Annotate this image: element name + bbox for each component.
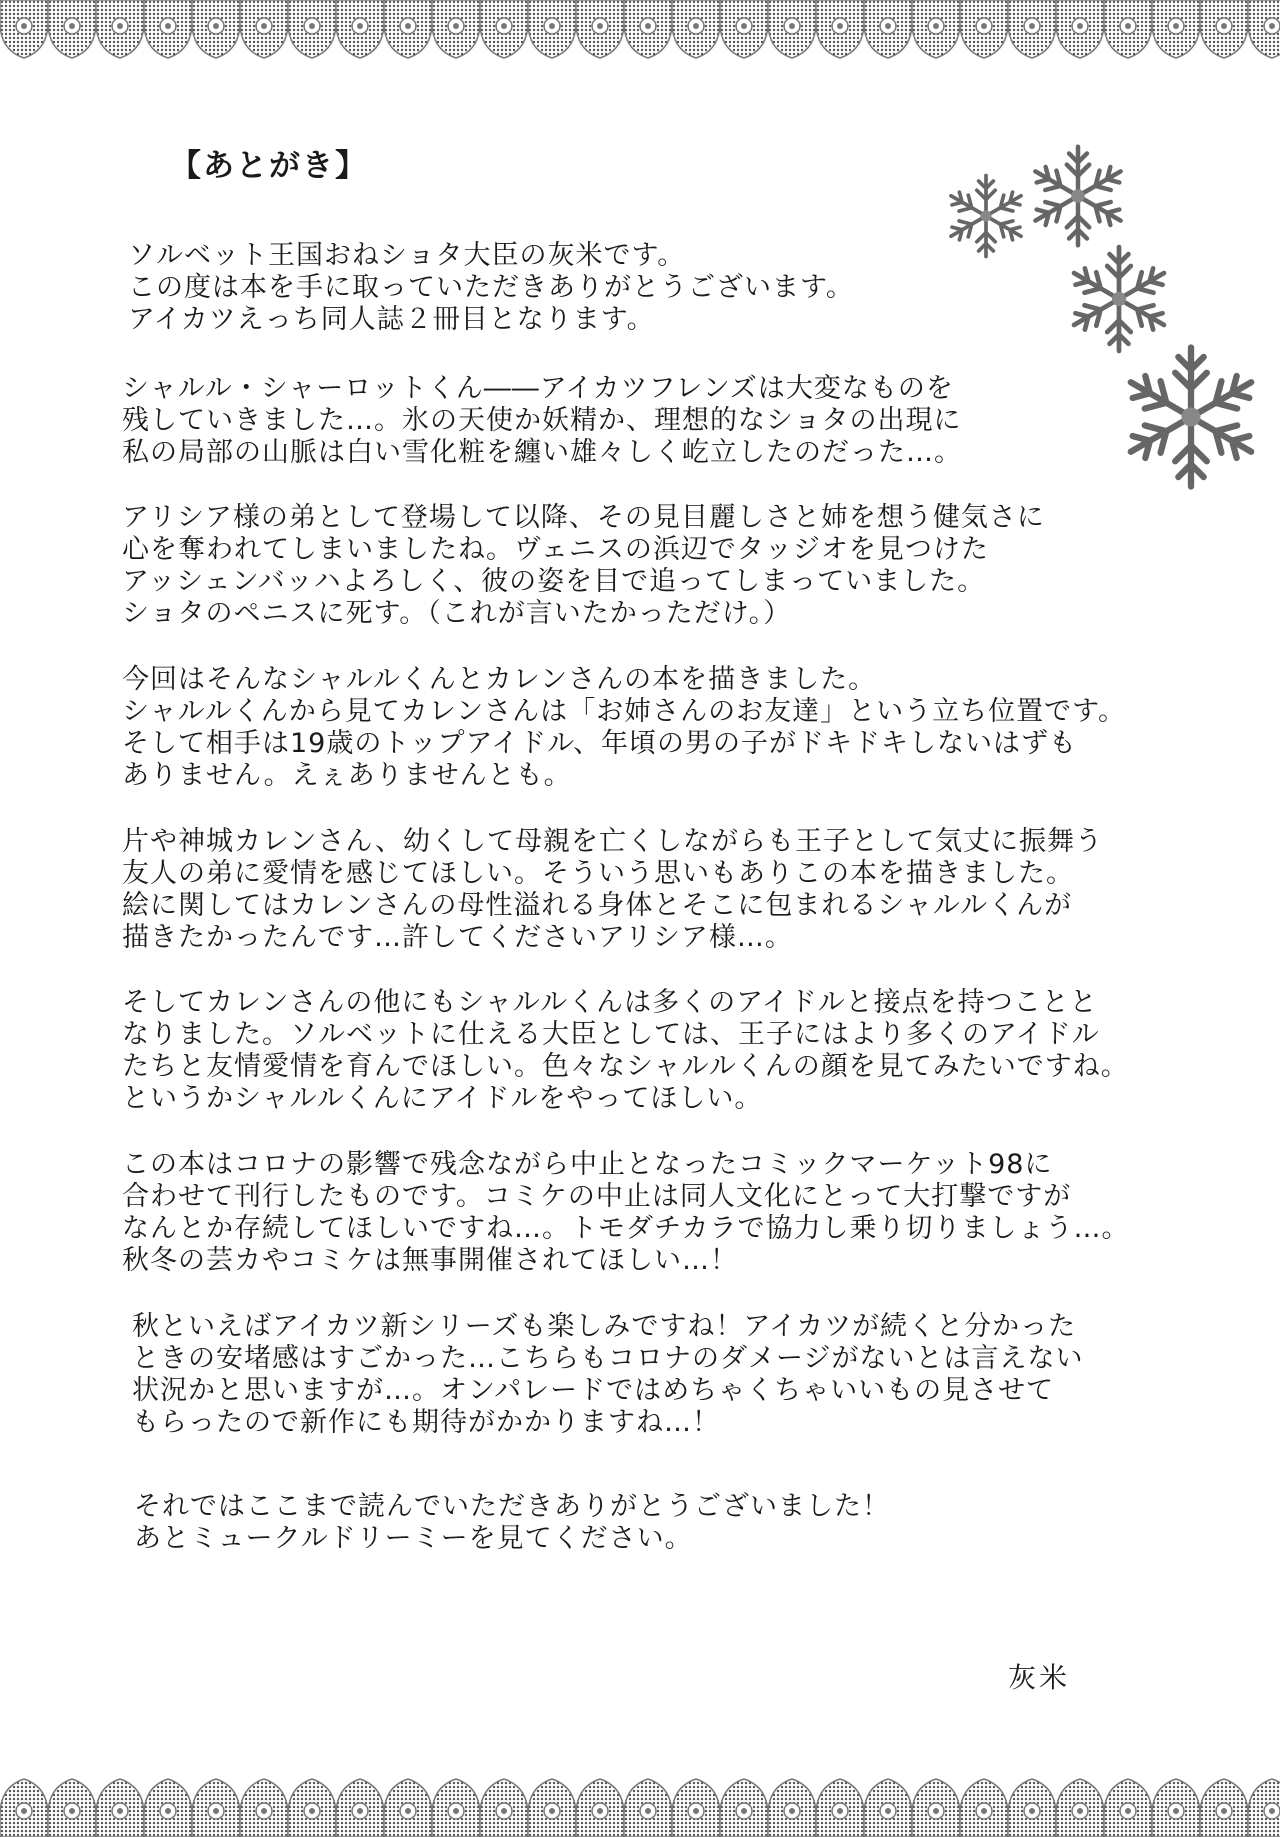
- text-line: シャルルくんから見てカレンさんは「お姉さんのお友達」という立ち位置です。: [122, 696, 1126, 727]
- text-line: というかシャルルくんにアイドルをやってほしい。: [122, 1083, 763, 1114]
- text-line: 絵に関してはカレンさんの母性溢れる身体とそこに包まれるシャルルくんが: [122, 890, 1073, 921]
- text-line: 秋冬の芸カやコミケは無事開催されてほしい…！: [122, 1245, 738, 1276]
- lace-border-bottom: [0, 1773, 1280, 1837]
- paragraph: [122, 826, 1103, 954]
- text-line: たちと友情愛情を育んでほしい。色々なシャルルくんの顔を見てみたいですね。: [122, 1051, 1129, 1082]
- text-line: この度は本を手に取っていただきありがとうございます。: [128, 272, 854, 303]
- text-line: シャルル・シャーロットくん――アイカツフレンズは大変なものを: [122, 373, 954, 404]
- text-line: 片や神城カレンさん、幼くして母親を亡くしながらも王子として気丈に振舞う: [122, 826, 1103, 857]
- page-title: 【あとがき】: [170, 148, 368, 184]
- paragraph: [132, 1311, 1083, 1439]
- paragraph: [122, 664, 1126, 792]
- text-line: ソルベット王国おねショタ大臣の灰米です。: [128, 240, 686, 271]
- text-line: ときの安堵感はすごかった…こちらもコロナのダメージがないとは言えない: [132, 1343, 1084, 1374]
- text-line: なんとか存続してほしいですね…。トモダチカラで協力し乗り切りましょう…。: [122, 1213, 1130, 1244]
- snowflake-icon: [1022, 140, 1134, 252]
- text-line: 秋といえばアイカツ新シリーズも楽しみですね！アイカツが続くと分かった: [132, 1311, 1077, 1342]
- author-signature: 灰米: [1008, 1661, 1071, 1694]
- text-line: 状況かと思いますが…。オンパレードではめちゃくちゃいいもの見させて: [132, 1375, 1055, 1406]
- text-line: この本はコロナの影響で残念ながら中止となったコミックマーケット98に: [122, 1149, 1053, 1180]
- text-line: あとミュークルドリーミーを見てください。: [134, 1523, 693, 1554]
- text-line: アリシア様の弟として登場して以降、その見目麗しさと姉を想う健気さに: [122, 502, 1045, 533]
- text-line: 合わせて刊行したものです。コミケの中止は同人文化にとって大打撃ですが: [122, 1181, 1072, 1212]
- text-line: なりました。ソルベットに仕える大臣としては、王子にはより多くのアイドル: [122, 1019, 1100, 1050]
- paragraph: [134, 1491, 890, 1555]
- paragraph: [122, 373, 962, 469]
- text-line: もらったので新作にも期待がかかりますね…！: [132, 1407, 720, 1438]
- text-line: アッシェンバッハよろしく、彼の姿を目で追ってしまっていました。: [122, 566, 986, 597]
- snowflake-icon: [940, 170, 1032, 262]
- text-line: ショタのペニスに死す。（これが言いたかっただけ。）: [122, 598, 792, 629]
- text-line: 描きたかったんです…許してくださいアリシア様…。: [122, 922, 793, 953]
- text-line: そしてカレンさんの他にもシャルルくんは多くのアイドルと接点を持つことと: [122, 987, 1098, 1018]
- text-line: アイカツえっち同人誌２冊目となります。: [128, 304, 655, 335]
- text-line: 残していきました…。氷の天使か妖精か、理想的なショタの出現に: [122, 405, 962, 436]
- text-line: そして相手は19歳のトップアイドル、年頃の男の子がドキドキしないはずも: [122, 728, 1077, 759]
- text-line: 私の局部の山脈は白い雪化粧を纏い雄々しく屹立したのだった…。: [122, 437, 962, 468]
- paragraph: [122, 987, 1129, 1115]
- text-line: 今回はそんなシャルルくんとカレンさんの本を描きました。: [122, 664, 877, 695]
- snowflake-icon: [1112, 338, 1270, 496]
- lace-border-top: [0, 0, 1280, 64]
- paragraph: [122, 1149, 1129, 1277]
- paragraph: [128, 240, 854, 336]
- text-line: ありません。えぇありませんとも。: [122, 760, 572, 791]
- text-line: それではここまで読んでいただきありがとうございました！: [134, 1491, 890, 1522]
- text-line: 心を奪われてしまいましたね。ヴェニスの浜辺でタッジオを見つけた: [122, 534, 989, 565]
- text-line: 友人の弟に愛情を感じてほしい。そういう思いもありこの本を描きました。: [122, 858, 1074, 889]
- paragraph: [122, 502, 1045, 630]
